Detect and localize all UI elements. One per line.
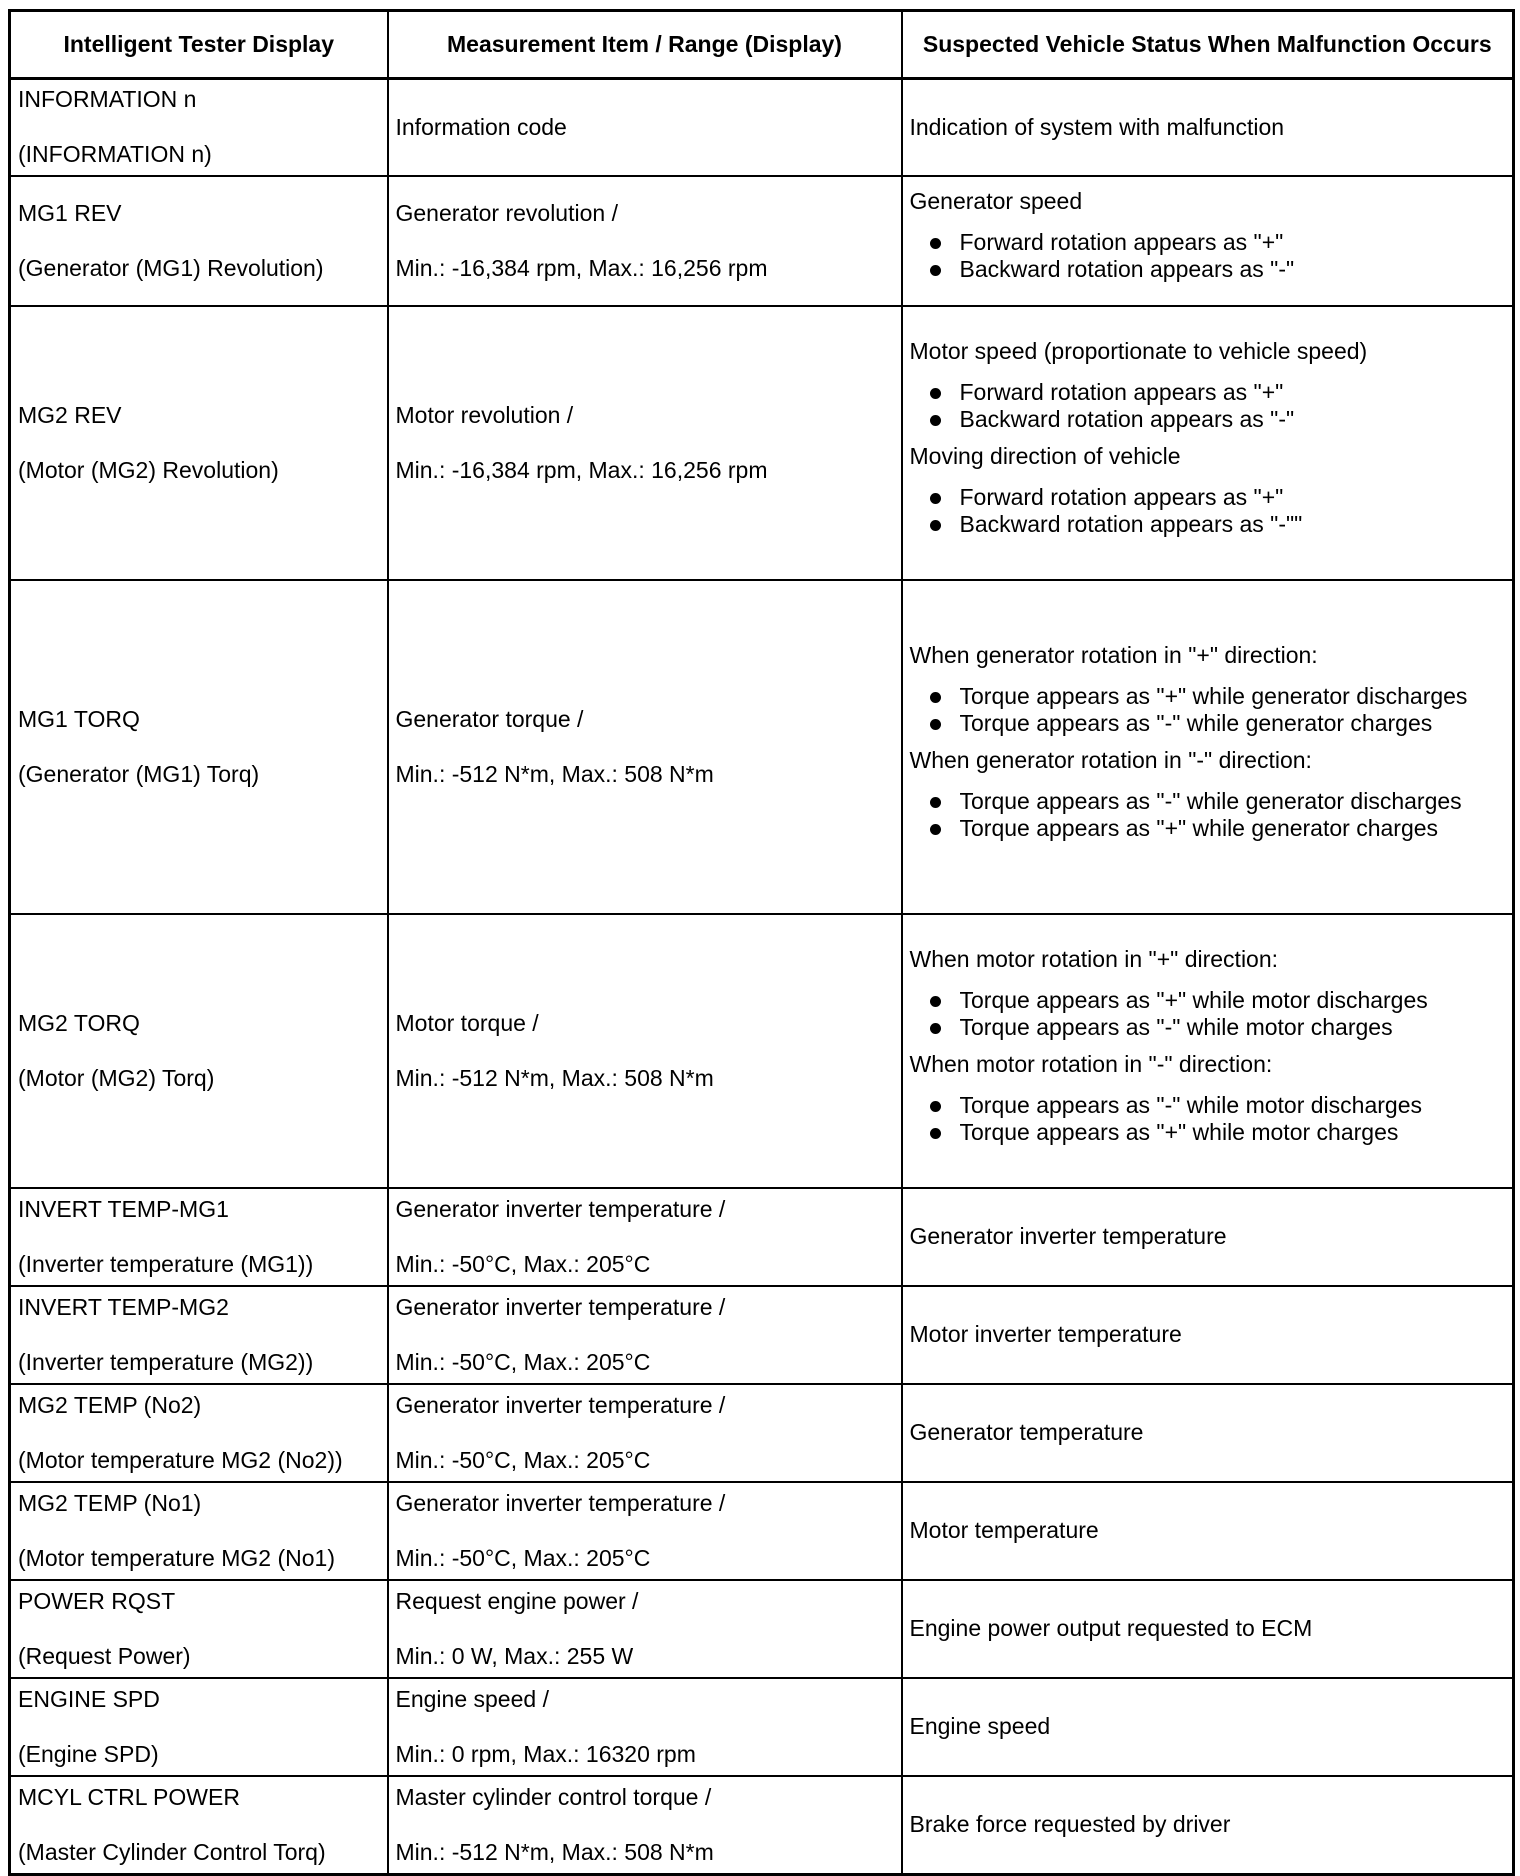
display-description: (Motor (MG2) Revolution) [18, 456, 279, 483]
cell-suspected-status [902, 914, 1514, 1188]
table-row [10, 306, 1514, 580]
status-bullet-item [910, 406, 1506, 433]
bullet-dot-icon [930, 719, 941, 730]
status-bullet-text: Torque appears as "-" while motor discharges [959, 1091, 1422, 1118]
display-code: POWER RQST [18, 1587, 176, 1614]
status-bullet-text: Torque appears as "+" while generator charges [959, 814, 1439, 841]
bullet-dot-icon [930, 520, 941, 531]
measurement-item: Information code [395, 113, 567, 140]
cell-suspected-status [902, 1482, 1514, 1580]
status-heading: Engine speed [909, 1713, 1051, 1739]
bullet-dot-icon [930, 388, 941, 399]
cell-measurement-item [388, 1384, 902, 1482]
measurement-item: Request engine power / [395, 1587, 639, 1614]
measurement-range: Min.: 0 rpm, Max.: 16320 rpm [395, 1740, 696, 1767]
status-heading: When motor rotation in "-" direction: [909, 1050, 1273, 1077]
measurement-range: Min.: -50°C, Max.: 205°C [395, 1446, 651, 1473]
bullet-dot-icon [930, 1101, 941, 1112]
cell-suspected-status [902, 1188, 1514, 1286]
status-bullet-list [910, 229, 1506, 283]
display-description: (Generator (MG1) Revolution) [18, 254, 324, 281]
measurement-item: Motor revolution / [395, 401, 574, 428]
measurement-range: Min.: -512 N*m, Max.: 508 N*m [395, 760, 714, 787]
data-list-table [8, 9, 1515, 1876]
display-code: MG2 TORQ [18, 1009, 140, 1036]
measurement-item: Motor torque / [395, 1009, 539, 1036]
table-row [10, 1384, 1514, 1482]
status-bullet-text: Forward rotation appears as "+" [959, 378, 1284, 405]
cell-tester-display [10, 914, 388, 1188]
status-bullet-item [910, 256, 1506, 283]
display-description: (Inverter temperature (MG1)) [18, 1250, 314, 1277]
cell-suspected-status [902, 1384, 1514, 1482]
status-bullet-text: Torque appears as "+" while motor charges [959, 1118, 1399, 1145]
measurement-range: Min.: -16,384 rpm, Max.: 16,256 rpm [395, 456, 768, 483]
display-code: INVERT TEMP-MG1 [18, 1195, 229, 1222]
cell-suspected-status [902, 1776, 1514, 1875]
measurement-range: Min.: -50°C, Max.: 205°C [395, 1250, 651, 1277]
status-heading: Motor temperature [909, 1517, 1099, 1543]
status-heading: Brake force requested by driver [909, 1811, 1231, 1838]
bullet-dot-icon [930, 692, 941, 703]
status-heading: Generator inverter temperature [909, 1223, 1227, 1249]
display-code: MCYL CTRL POWER [18, 1783, 240, 1810]
measurement-range: Min.: -16,384 rpm, Max.: 16,256 rpm [395, 254, 768, 281]
cell-measurement-item [388, 914, 902, 1188]
measurement-item: Generator inverter temperature / [395, 1195, 726, 1222]
measurement-range: Min.: -50°C, Max.: 205°C [395, 1348, 651, 1375]
cell-measurement-item [388, 1286, 902, 1384]
status-bullet-item [910, 788, 1506, 815]
measurement-item: Master cylinder control torque / [395, 1783, 712, 1810]
cell-tester-display [10, 79, 388, 176]
status-bullet-text: Backward rotation appears as "-"" [959, 510, 1303, 537]
measurement-item: Generator revolution / [395, 199, 618, 226]
display-description: (Request Power) [18, 1642, 191, 1669]
measurement-range: Min.: -512 N*m, Max.: 508 N*m [395, 1838, 714, 1865]
status-bullet-item [910, 815, 1506, 842]
status-bullet-text: Torque appears as "+" while generator discharges [959, 682, 1468, 709]
status-heading: Engine power output requested to ECM [909, 1615, 1313, 1641]
table-row [10, 1482, 1514, 1580]
display-code: MG2 REV [18, 401, 122, 428]
display-code: ENGINE SPD [18, 1685, 160, 1712]
status-bullet-text: Torque appears as "-" while generator charges [959, 709, 1433, 736]
bullet-dot-icon [930, 824, 941, 835]
status-bullet-item [910, 987, 1506, 1014]
bullet-dot-icon [930, 797, 941, 808]
bullet-dot-icon [930, 996, 941, 1007]
status-heading: Motor speed (proportionate to vehicle speed) [909, 337, 1368, 364]
bullet-dot-icon [930, 1128, 941, 1139]
status-bullet-text: Backward rotation appears as "-" [959, 256, 1295, 282]
header-suspected-status: Suspected Vehicle Status When Malfunction Occurs [902, 11, 1514, 79]
cell-measurement-item [388, 580, 902, 914]
cell-suspected-status [902, 1678, 1514, 1776]
table-row [10, 1776, 1514, 1875]
status-bullet-item [910, 1014, 1506, 1041]
measurement-item: Generator torque / [395, 705, 584, 732]
cell-suspected-status [902, 1286, 1514, 1384]
cell-tester-display [10, 1384, 388, 1482]
cell-suspected-status [902, 1580, 1514, 1678]
table-row [10, 1580, 1514, 1678]
status-bullet-item [910, 229, 1506, 256]
table-row [10, 176, 1514, 306]
bullet-dot-icon [930, 238, 941, 249]
table-row [10, 79, 1514, 176]
status-heading: When generator rotation in "-" direction: [909, 746, 1312, 773]
status-heading: Motor inverter temperature [909, 1321, 1182, 1347]
cell-suspected-status [902, 79, 1514, 176]
display-description: (Inverter temperature (MG2)) [18, 1348, 314, 1375]
table-row [10, 580, 1514, 914]
measurement-item: Generator inverter temperature / [395, 1293, 726, 1320]
cell-measurement-item [388, 1678, 902, 1776]
cell-measurement-item [388, 1482, 902, 1580]
bullet-dot-icon [930, 493, 941, 504]
measurement-range: Min.: -50°C, Max.: 205°C [395, 1544, 651, 1571]
measurement-item: Generator inverter temperature / [395, 1489, 726, 1516]
status-bullet-item [910, 1119, 1506, 1146]
display-description: (Master Cylinder Control Torq) [18, 1838, 326, 1865]
header-tester-display: Intelligent Tester Display [10, 11, 388, 79]
status-bullet-item [910, 1092, 1506, 1119]
display-code: MG2 TEMP (No1) [18, 1489, 202, 1516]
cell-tester-display [10, 1286, 388, 1384]
status-bullet-list [910, 379, 1506, 433]
display-description: (Motor (MG2) Torq) [18, 1064, 215, 1091]
table-body [10, 79, 1514, 1875]
header-measurement-item: Measurement Item / Range (Display) [388, 11, 902, 79]
cell-measurement-item [388, 176, 902, 306]
status-heading: Generator temperature [909, 1419, 1144, 1445]
status-heading: Generator speed [909, 188, 1083, 214]
display-description: (INFORMATION n) [18, 141, 212, 168]
status-bullet-list [910, 1092, 1506, 1146]
status-bullet-item [910, 484, 1506, 511]
status-heading: When motor rotation in "+" direction: [909, 945, 1279, 972]
status-bullet-text: Forward rotation appears as "+" [959, 229, 1284, 255]
bullet-dot-icon [930, 265, 941, 276]
cell-measurement-item [388, 79, 902, 176]
cell-tester-display [10, 306, 388, 580]
cell-measurement-item [388, 306, 902, 580]
status-bullet-item [910, 683, 1506, 710]
display-code: MG2 TEMP (No2) [18, 1391, 202, 1418]
bullet-dot-icon [930, 415, 941, 426]
table-row [10, 1286, 1514, 1384]
measurement-range: Min.: 0 W, Max.: 255 W [395, 1642, 634, 1669]
measurement-range: Min.: -512 N*m, Max.: 508 N*m [395, 1064, 714, 1091]
display-description: (Generator (MG1) Torq) [18, 760, 260, 787]
cell-measurement-item [388, 1776, 902, 1875]
cell-tester-display [10, 1482, 388, 1580]
cell-measurement-item [388, 1580, 902, 1678]
status-bullet-list [910, 683, 1506, 737]
cell-suspected-status [902, 176, 1514, 306]
table-row [10, 1188, 1514, 1286]
cell-tester-display [10, 1776, 388, 1875]
bullet-dot-icon [930, 1023, 941, 1034]
status-bullet-text: Forward rotation appears as "+" [959, 483, 1284, 510]
status-bullet-item [910, 511, 1506, 538]
cell-tester-display [10, 580, 388, 914]
cell-tester-display [10, 176, 388, 306]
display-code: INFORMATION n [18, 86, 197, 113]
status-heading: Indication of system with malfunction [909, 113, 1285, 140]
status-bullet-item [910, 379, 1506, 406]
display-code: MG1 TORQ [18, 705, 140, 732]
cell-tester-display [10, 1580, 388, 1678]
cell-tester-display [10, 1188, 388, 1286]
display-description: (Motor temperature MG2 (No1) [18, 1544, 335, 1571]
cell-measurement-item [388, 1188, 902, 1286]
display-description: (Motor temperature MG2 (No2)) [18, 1446, 343, 1473]
status-bullet-text: Torque appears as "-" while motor charges [959, 1013, 1393, 1040]
table-row [10, 914, 1514, 1188]
status-heading: Moving direction of vehicle [909, 442, 1181, 469]
measurement-item: Engine speed / [395, 1685, 549, 1712]
cell-tester-display [10, 1678, 388, 1776]
display-code: INVERT TEMP-MG2 [18, 1293, 229, 1320]
status-bullet-text: Torque appears as "-" while generator discharges [959, 787, 1462, 814]
table-header-row [10, 11, 1514, 79]
measurement-item: Generator inverter temperature / [395, 1391, 726, 1418]
status-bullet-text: Backward rotation appears as "-" [959, 405, 1295, 432]
status-bullet-list [910, 484, 1506, 538]
display-code: MG1 REV [18, 199, 122, 226]
status-bullet-list [910, 788, 1506, 842]
status-bullet-list [910, 987, 1506, 1041]
table-row [10, 1678, 1514, 1776]
status-heading: When generator rotation in "+" direction: [909, 641, 1318, 668]
display-description: (Engine SPD) [18, 1740, 159, 1767]
cell-suspected-status [902, 580, 1514, 914]
status-bullet-item [910, 710, 1506, 737]
status-bullet-text: Torque appears as "+" while motor discharges [959, 986, 1428, 1013]
cell-suspected-status [902, 306, 1514, 580]
